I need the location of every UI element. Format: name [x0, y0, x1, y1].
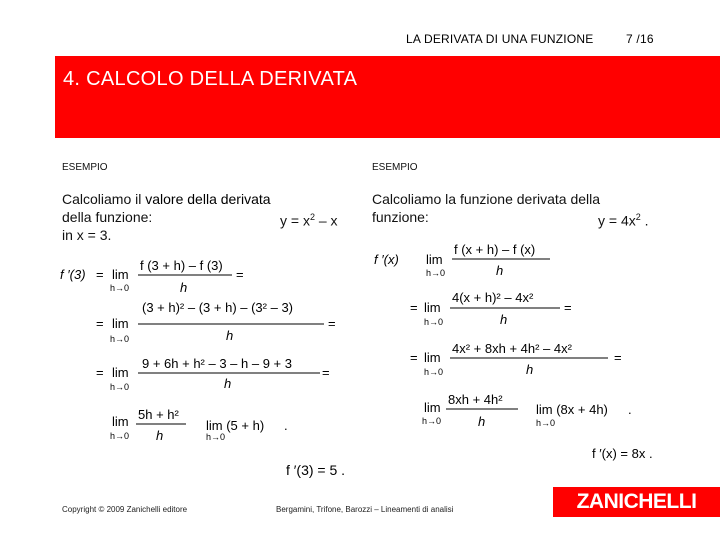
right-formula-row2-den: h [500, 312, 508, 327]
left-formula-row2-lim: lim [112, 316, 129, 331]
right-intro-line2 [372, 208, 672, 229]
right-formula-row3-num: 4x² + 8xh + 4h² – 4x² [452, 341, 572, 356]
right-formula-row1-den: h [496, 263, 504, 278]
left-formula-row4-den: h [156, 428, 164, 443]
left-formula-row1-sub: h→0 [110, 283, 130, 293]
right-function-exp: 2 [635, 212, 641, 222]
title-banner [55, 56, 720, 138]
right-formula-row2-num: 4(x + h)² – 4x² [452, 290, 534, 305]
left-formula-row4-dot: . [284, 418, 288, 433]
slide-counter: 7 /16 [626, 32, 654, 46]
zanichelli-logo: ZANICHELLI [553, 487, 720, 517]
right-formula-row3-eq: = [410, 350, 418, 365]
right-intro-function [598, 208, 649, 230]
copyright-notice: Copyright © 2009 Zanichelli editore [62, 505, 188, 514]
left-result: f ′(3) = 5 . [286, 462, 346, 478]
left-intro-function-label: della funzione: [62, 209, 153, 225]
left-formula-row1-lim: lim [112, 267, 129, 282]
right-formula-row3-den: h [526, 362, 534, 377]
right-formula-row4-lim: lim [424, 400, 441, 415]
left-formula-row2-num: (3 + h)² – (3 + h) – (3² – 3) [142, 300, 294, 315]
right-formula-row3-lim: lim [424, 350, 441, 365]
right-intro-line1 [372, 190, 672, 208]
right-intro-text: Calcoliamo la [372, 191, 460, 207]
left-formula-row3-den: h [224, 376, 232, 391]
left-function-base: y = x [280, 212, 310, 229]
right-formula-row2-lim: lim [424, 300, 441, 315]
left-formula-row3-num: 9 + 6h + h² – 3 – h – 9 + 3 [142, 356, 292, 371]
right-derivation-formulas [372, 236, 672, 436]
left-formula-row3-lim: lim [112, 365, 129, 380]
left-formula-row2-eq2: = [328, 316, 336, 331]
right-formula-row2-eq: = [410, 300, 418, 315]
right-formula-row1-f: f ′(x) [374, 252, 399, 267]
right-formula-row1-lim: lim [426, 252, 443, 267]
left-function-exp: 2 [309, 212, 315, 222]
left-formula-row4-sub: h→0 [110, 431, 130, 441]
right-formula-row4-num: 8xh + 4h² [448, 392, 503, 407]
left-intro-point: in x = 3. [62, 227, 112, 243]
right-formula-row4-lim2: lim (8x + 4h) [536, 402, 608, 417]
left-formula-row4-lim: lim [112, 414, 129, 429]
left-intro-text: Calcoliamo il [62, 191, 146, 207]
right-intro-function-label: funzione: [372, 209, 429, 225]
right-function-base: y = 4x [598, 212, 636, 229]
right-example-label: ESEMPIO [372, 162, 418, 173]
right-formula-row2-sub: h→0 [424, 317, 444, 327]
right-intro-emphasis: funzione derivata [459, 191, 567, 207]
right-formula-row3-eq2: = [614, 350, 622, 365]
left-intro-line2 [62, 208, 352, 229]
left-formula-row4-sub2: h→0 [206, 432, 226, 442]
right-intro-text2: della [566, 191, 601, 207]
right-formula-row4-sub: h→0 [422, 416, 442, 426]
left-formula-row1-eq: = [96, 267, 104, 282]
left-example-intro [62, 190, 352, 244]
right-example-intro [372, 190, 672, 229]
right-formula-row4-sub2: h→0 [536, 418, 556, 428]
left-formula-row3-eq2: = [322, 365, 330, 380]
right-formula-row1-num: f (x + h) – f (x) [454, 242, 536, 257]
left-formula-row1-den: h [180, 280, 188, 295]
left-formula-row2-eq: = [96, 316, 104, 331]
left-formula-row3-sub: h→0 [110, 382, 130, 392]
right-formula-row4-den: h [478, 414, 486, 429]
left-formula-row4-num: 5h + h² [138, 407, 179, 422]
left-intro-line1 [62, 190, 352, 208]
left-formula-row2-den: h [226, 328, 234, 343]
left-formula-row3-eq: = [96, 365, 104, 380]
left-derivation-formulas [58, 250, 358, 480]
right-formula-row4-dot: . [628, 402, 632, 417]
left-formula-row4-lim2: lim (5 + h) [206, 418, 265, 433]
right-formula-row3-sub: h→0 [424, 367, 444, 377]
right-function-tail: . [640, 212, 649, 229]
left-function-tail: – x [314, 212, 338, 229]
right-result: f ′(x) = 8x . [592, 446, 653, 461]
left-formula-row1-eq2: = [236, 267, 244, 282]
right-formula-row2-eq2: = [564, 300, 572, 315]
left-example-label: ESEMPIO [62, 162, 108, 173]
presentation-title: LA DERIVATA DI UNA FUNZIONE [406, 32, 594, 46]
right-formula-row1-sub: h→0 [426, 268, 446, 278]
book-authors: Bergamini, Trifone, Barozzi – Lineamenti di analisi [276, 505, 454, 514]
left-intro-function [280, 208, 338, 230]
left-intro-emphasis: valore della derivata [145, 191, 271, 207]
left-formula-row1-num: f (3 + h) – f (3) [140, 258, 223, 273]
left-formula-row1-f: f ′(3) [60, 267, 86, 282]
slide-title: 4. CALCOLO DELLA DERIVATA [63, 68, 358, 90]
left-formula-row2-sub: h→0 [110, 334, 130, 344]
